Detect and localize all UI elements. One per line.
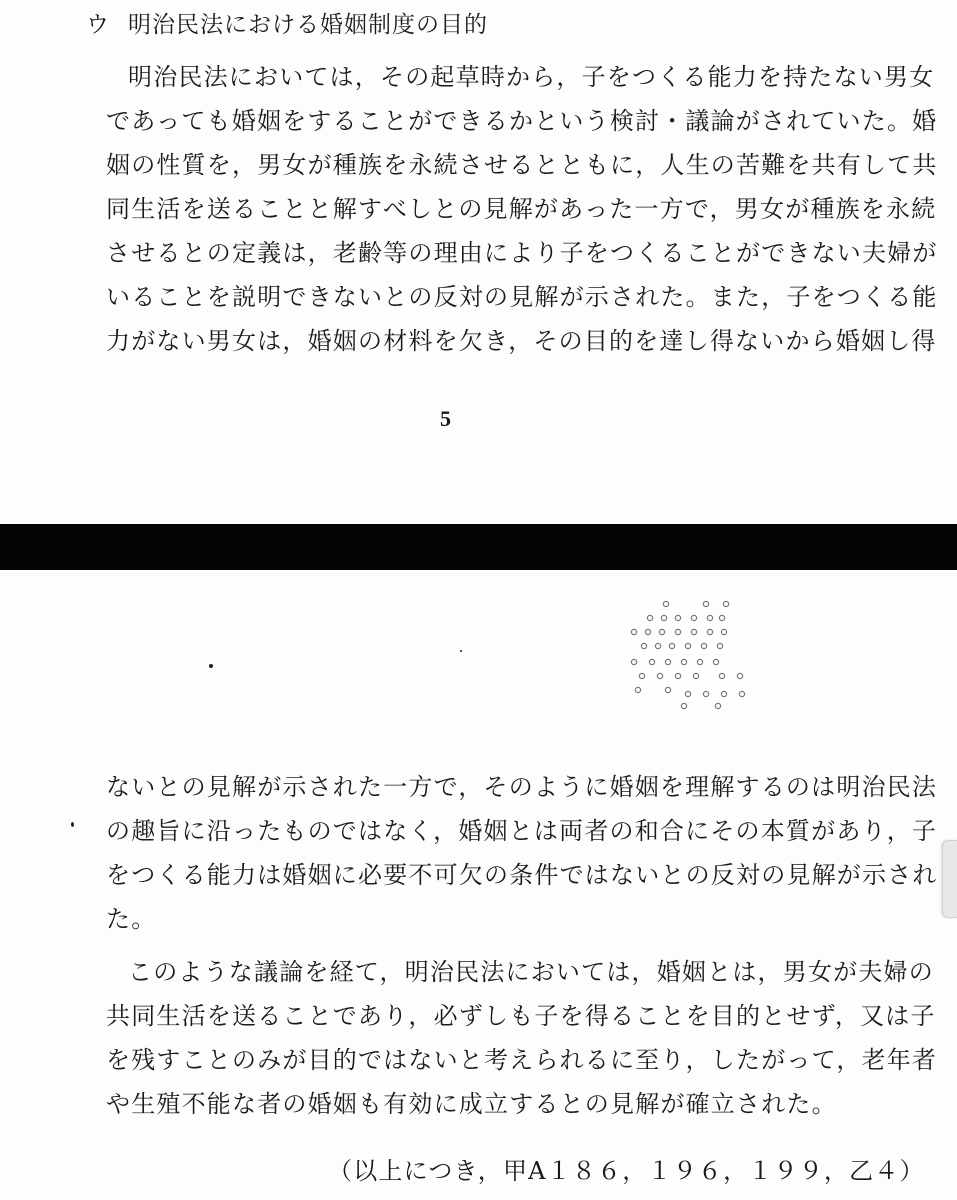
scan-speck [460,650,462,652]
text-line: いることを説明できないとの反対の見解が示された。また，子をつくる能 [106,283,938,311]
section-heading [86,10,488,40]
text-line: の趣旨に沿ったものではなく，婚姻とは両者の和合にその本質があり，子 [106,817,938,845]
text-line: をつくる能力は婚姻に必要不可欠の条件ではないとの反対の見解が示され [106,861,938,889]
text-line: 同生活を送ることと解すべしとの見解があった一方で，男女が種族を永続 [106,195,937,223]
text-line: 明治民法においては，その起草時から，子をつくる能力を持たない男女 [128,63,935,91]
page-number: 5 [440,406,451,431]
text-line: 共同生活を送ることであり，必ずしも子を得ることを目的とせず，又は子 [106,1002,936,1030]
text-line: 姻の性質を，男女が種族を永続させるとともに，人生の苦難を共有して共 [106,151,938,179]
text-line: や生殖不能な者の婚姻も有効に成立するとの見解が確立された。 [106,1090,837,1118]
page-separator-band [0,524,957,570]
citation-reference: （以上につき，甲A１８６，１９６，１９９，乙４） [328,1157,925,1185]
text-line: た。 [106,905,157,933]
section-marker: ウ [86,12,110,38]
punch-hole-dot-pattern [622,594,752,710]
text-line: 力がない男女は，婚姻の材料を欠き，その目的を達し得ないから婚姻し得 [106,327,937,355]
text-line: を残すことのみが目的ではないと考えられるに至り，したがって，老年者 [106,1046,938,1074]
text-line: ないとの見解が示された一方で，そのように婚姻を理解するのは明治民法 [106,773,938,801]
text-line: させるとの定義は，老齢等の理由により子をつくることができない夫婦が [106,239,938,267]
text-line: であっても婚姻をすることができるかという検討・議論がされていた。婚 [106,107,938,135]
section-title: 明治民法における婚姻制度の目的 [128,12,488,38]
scan-speck [71,822,74,827]
scrollbar-thumb[interactable] [942,840,957,918]
scan-speck [209,664,213,668]
top-page [0,0,957,524]
text-line: このような議論を経て，明治民法においては，婚姻とは，男女が夫婦の [128,958,934,986]
